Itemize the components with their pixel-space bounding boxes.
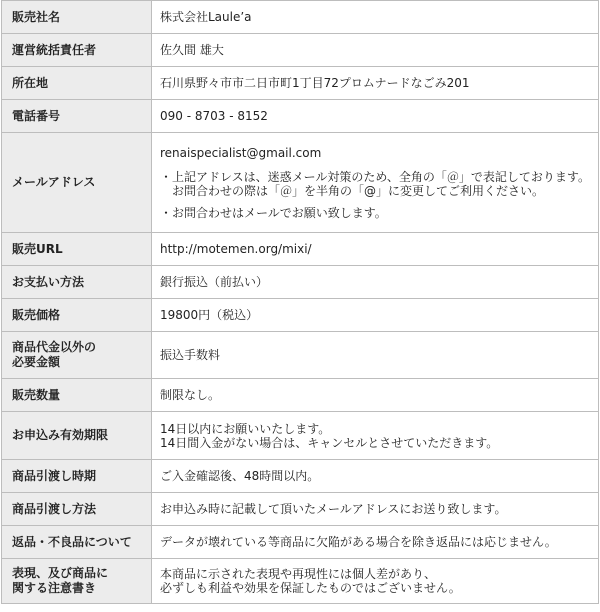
quantity-label: 販売数量 xyxy=(2,379,152,412)
other-fees-value: 振込手数料 xyxy=(152,332,599,379)
email-note-1: ・上記アドレスは、迷惑メール対策のため、全角の「＠」で表記しております。 xyxy=(160,169,590,184)
row-delivery-method xyxy=(2,493,599,526)
price-label: 販売価格 xyxy=(2,299,152,332)
row-delivery-time xyxy=(2,460,599,493)
row-url xyxy=(2,233,599,266)
disclaimer-label xyxy=(2,559,152,604)
row-email xyxy=(2,133,599,233)
other-fees-label-line1: 商品代金以外の xyxy=(12,340,97,354)
row-other-fees xyxy=(2,332,599,379)
row-manager xyxy=(2,34,599,67)
validity-label: お申込み有効期限 xyxy=(2,412,152,460)
email-note-3: ・お問合わせはメールでお願い致します。 xyxy=(160,205,387,220)
quantity-value: 制限なし。 xyxy=(152,379,599,412)
manager-label: 運営統括責任者 xyxy=(2,34,152,67)
validity-value-line1: 14日以内にお願いいたします。 xyxy=(160,421,331,436)
delivery-method-value: お申込み時に記載して頂いたメールアドレスにお送り致します。 xyxy=(152,493,599,526)
disclaimer-value-line1: 本商品に示された表現や再現性には個人差があり、 xyxy=(160,567,437,581)
phone-value: 090 - 8703 - 8152 xyxy=(152,100,599,133)
returns-label: 返品・不良品について xyxy=(2,526,152,559)
row-seller xyxy=(2,1,599,34)
row-phone xyxy=(2,100,599,133)
validity-value xyxy=(152,412,599,460)
address-label: 所在地 xyxy=(2,67,152,100)
url-value[interactable]: http://motemen.org/mixi/ xyxy=(152,233,599,266)
row-payment xyxy=(2,266,599,299)
row-validity xyxy=(2,412,599,460)
manager-value: 佐久間 雄大 xyxy=(152,34,599,67)
delivery-time-value: ご入金確認後、48時間以内。 xyxy=(152,460,599,493)
tokushoho-info-table xyxy=(1,0,599,604)
other-fees-label xyxy=(2,332,152,379)
row-disclaimer xyxy=(2,559,599,604)
disclaimer-label-line2: 関する注意書き xyxy=(12,581,97,595)
seller-value: 株式会社Laule’a xyxy=(152,1,599,34)
delivery-method-label: 商品引渡し方法 xyxy=(2,493,152,526)
other-fees-label-line2: 必要金額 xyxy=(12,355,61,369)
payment-value: 銀行振込（前払い） xyxy=(152,266,599,299)
row-quantity xyxy=(2,379,599,412)
email-label: メールアドレス xyxy=(2,133,152,233)
address-value: 石川県野々市市二日市町1丁目72プロムナードなごみ201 xyxy=(152,67,599,100)
delivery-time-label: 商品引渡し時期 xyxy=(2,460,152,493)
row-address xyxy=(2,67,599,100)
seller-label: 販売社名 xyxy=(2,1,152,34)
disclaimer-label-line1: 表現、及び商品に xyxy=(12,566,109,580)
returns-value: データが壊れている等商品に欠陥がある場合を除き返品には応じません。 xyxy=(152,526,599,559)
email-address[interactable]: renaispecialist@gmail.com xyxy=(160,145,322,160)
disclaimer-value-line2: 必ずしも利益や効果を保証したものではございません。 xyxy=(160,581,461,595)
row-returns xyxy=(2,526,599,559)
url-label: 販売URL xyxy=(2,233,152,266)
price-value: 19800円（税込） xyxy=(152,299,599,332)
validity-value-line2: 14日間入金がない場合は、キャンセルとさせていただきます。 xyxy=(160,435,499,450)
payment-label: お支払い方法 xyxy=(2,266,152,299)
email-value xyxy=(152,133,599,233)
row-price xyxy=(2,299,599,332)
phone-label: 電話番号 xyxy=(2,100,152,133)
email-note-2: お問合わせの際は「＠」を半角の「@」に変更してご利用ください。 xyxy=(172,183,545,198)
disclaimer-value xyxy=(152,559,599,604)
